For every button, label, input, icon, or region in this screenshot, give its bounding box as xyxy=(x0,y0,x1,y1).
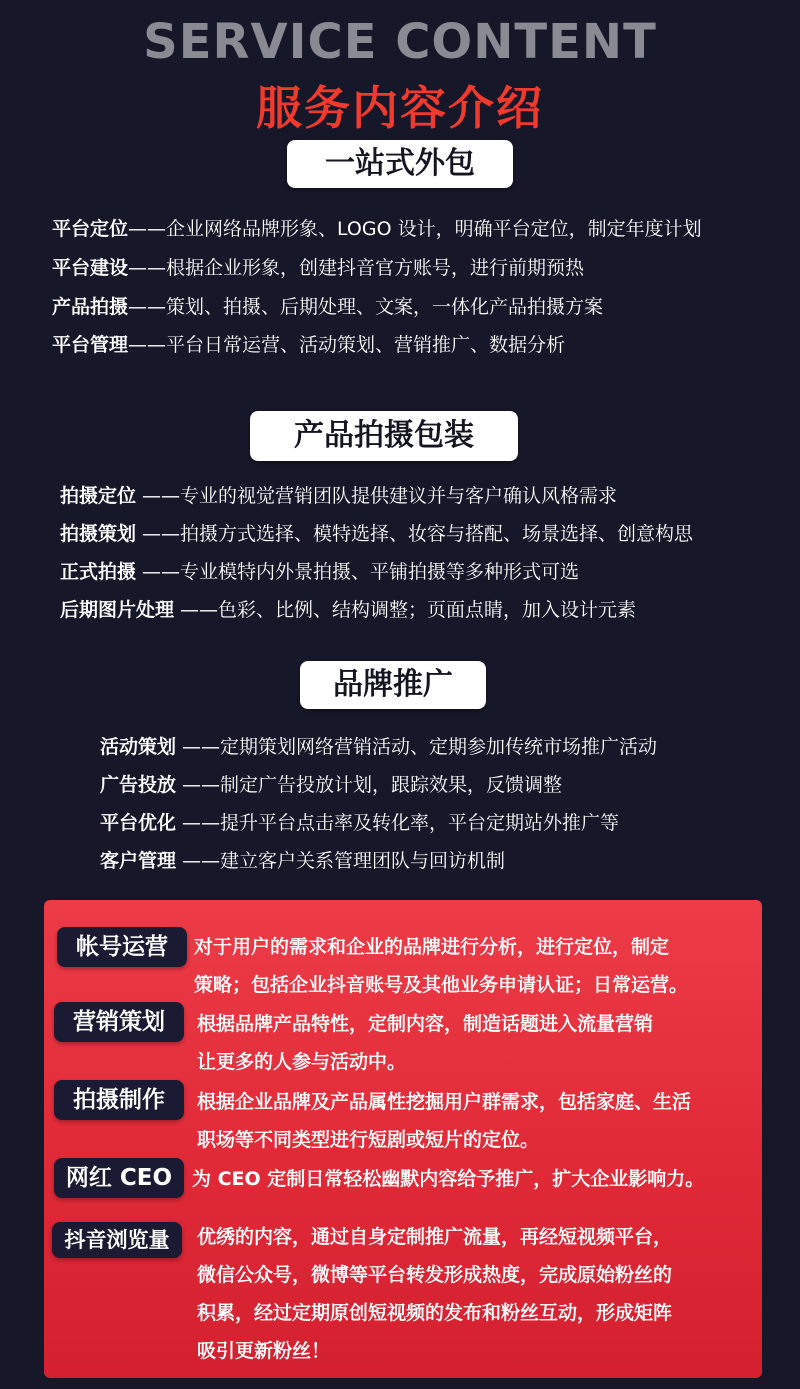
list-item xyxy=(100,770,562,797)
list-item xyxy=(52,253,584,280)
item-term: 正式拍摄 xyxy=(60,561,137,583)
panel-item-text xyxy=(197,1218,672,1370)
panel-line: 根据品牌产品特性，定制内容，制造话题进入流量营销 xyxy=(197,1013,654,1035)
panel-line: 为 CEO 定制日常轻松幽默内容给予推广，扩大企业影响力。 xyxy=(192,1168,705,1190)
panel-line: 微信公众号，微博等平台转发形成热度，完成原始粉丝的 xyxy=(197,1264,673,1286)
item-desc: ——色彩、比例、结构调整；页面点睛，加入设计元素 xyxy=(174,599,637,621)
list-item xyxy=(60,481,617,508)
item-term: 产品拍摄 xyxy=(52,296,129,318)
item-desc: ——平台日常运营、活动策划、营销推广、数据分析 xyxy=(128,334,566,356)
item-term: 广告投放 xyxy=(100,774,177,796)
panel-item-text xyxy=(192,1160,704,1198)
list-item xyxy=(52,214,702,241)
panel-item-text xyxy=(197,1083,691,1159)
list-item xyxy=(100,846,505,873)
panel-line: 职场等不同类型进行短剧或短片的定位。 xyxy=(197,1129,540,1151)
item-desc: ——专业的视觉营销团队提供建议并与客户确认风格需求 xyxy=(136,485,618,507)
list-item xyxy=(60,595,636,622)
panel-line: 让更多的人参与活动中。 xyxy=(197,1051,407,1073)
item-term: 平台管理 xyxy=(52,334,129,356)
item-term: 拍摄策划 xyxy=(60,523,137,545)
tag-douyin-views: 抖音浏览量 xyxy=(52,1222,182,1258)
item-desc: ——拍摄方式选择、模特选择、妆容与搭配、场景选择、创意构思 xyxy=(136,523,694,545)
section-title-product-shooting: 产品拍摄包装 xyxy=(250,411,518,461)
list-item xyxy=(100,732,657,759)
item-term: 平台优化 xyxy=(100,812,177,834)
tag-influencer-ceo: 网红 CEO xyxy=(54,1158,184,1198)
title-chinese: 服务内容介绍 xyxy=(256,81,544,135)
tag-shooting-production: 拍摄制作 xyxy=(54,1080,184,1120)
item-desc: ——企业网络品牌形象、LOGO 设计，明确平台定位，制定年度计划 xyxy=(128,218,702,240)
item-desc: ——定期策划网络营销活动、定期参加传统市场推广活动 xyxy=(176,736,658,758)
list-item xyxy=(52,330,565,357)
tag-marketing-planning: 营销策划 xyxy=(54,1002,184,1042)
item-desc: ——策划、拍摄、后期处理、文案，一体化产品拍摄方案 xyxy=(128,296,604,318)
item-desc: ——提升平台点击率及转化率，平台定期站外推广等 xyxy=(176,812,620,834)
title-english: SERVICE CONTENT xyxy=(143,14,657,70)
item-term: 后期图片处理 xyxy=(60,599,175,621)
panel-line: 优绣的内容，通过自身定制推广流量，再经短视频平台， xyxy=(197,1226,673,1248)
tag-account-operation: 帐号运营 xyxy=(57,927,187,967)
section-title-one-stop: 一站式外包 xyxy=(287,140,513,188)
item-desc: ——建立客户关系管理团队与回访机制 xyxy=(176,850,506,872)
section-title-brand-promotion: 品牌推广 xyxy=(300,661,486,709)
item-term: 活动策划 xyxy=(100,736,177,758)
panel-item-text xyxy=(194,928,688,1004)
item-desc: ——制定广告投放计划，跟踪效果，反馈调整 xyxy=(176,774,563,796)
list-item xyxy=(100,808,619,835)
panel-line: 根据企业品牌及产品属性挖掘用户群需求，包括家庭、生活 xyxy=(197,1091,692,1113)
item-term: 平台定位 xyxy=(52,218,129,240)
item-desc: ——根据企业形象，创建抖音官方账号，进行前期预热 xyxy=(128,257,585,279)
item-term: 客户管理 xyxy=(100,850,177,872)
list-item xyxy=(52,292,603,319)
panel-line: 吸引更新粉丝！ xyxy=(197,1340,331,1362)
item-desc: ——专业模特内外景拍摄、平铺拍摄等多种形式可选 xyxy=(136,561,580,583)
panel-line: 对于用户的需求和企业的品牌进行分析，进行定位，制定 xyxy=(194,936,670,958)
panel-line: 策略；包括企业抖音账号及其他业务申请认证；日常运营。 xyxy=(194,974,689,996)
list-item xyxy=(60,557,579,584)
item-term: 拍摄定位 xyxy=(60,485,137,507)
panel-line: 积累，经过定期原创短视频的发布和粉丝互动，形成矩阵 xyxy=(197,1302,673,1324)
panel-item-text xyxy=(197,1005,653,1081)
item-term: 平台建设 xyxy=(52,257,129,279)
list-item xyxy=(60,519,693,546)
